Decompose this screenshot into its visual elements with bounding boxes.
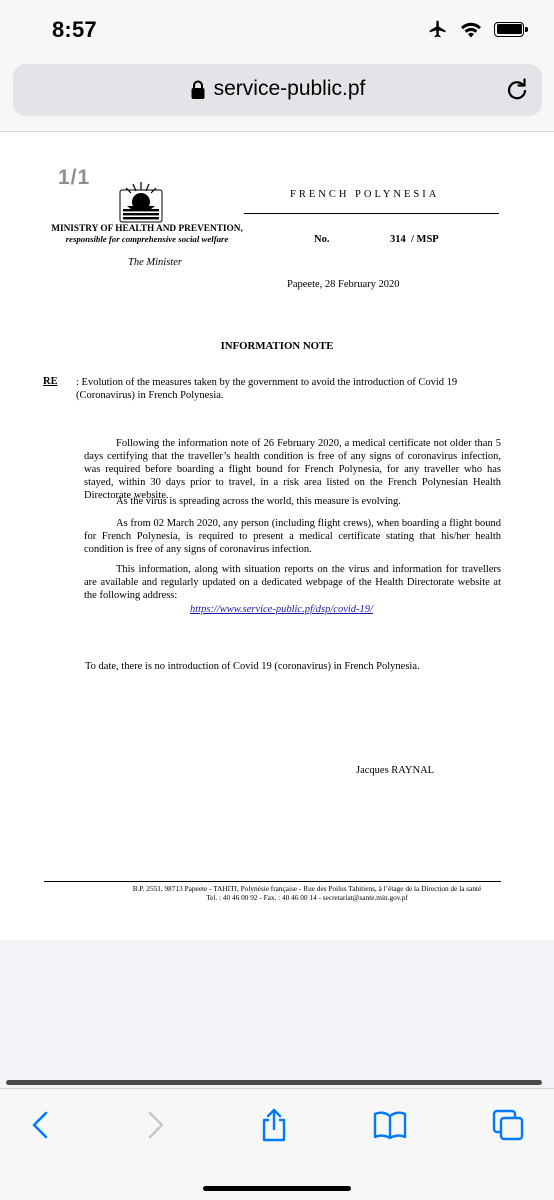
- polynesia-emblem-logo: [117, 176, 165, 226]
- forward-icon: [146, 1110, 166, 1140]
- url-bar[interactable]: [13, 64, 542, 116]
- wifi-icon: [460, 21, 482, 38]
- scrollbar[interactable]: [6, 1080, 542, 1085]
- document-background: [0, 940, 554, 1074]
- bookmarks-icon: [373, 1110, 407, 1140]
- minister-label: The Minister: [128, 257, 182, 268]
- battery-icon: [494, 22, 524, 37]
- ministry-heading: [40, 224, 254, 244]
- document-date: Papeete, 28 February 2020: [287, 279, 400, 290]
- paragraph-3: As from 02 March 2020, any person (including flight crews), when boarding a flight bound for French Polynesia, is required to present a medical certificate stating that his/her health condition is free of any signs of coronavirus infection.: [84, 518, 501, 555]
- footer-contact: Tel. : 40 46 00 92 - Fax. : 40 46 00 14 - secretariat@sante.min.gov.pf: [206, 893, 408, 902]
- forward-button[interactable]: [138, 1107, 174, 1143]
- document-title: INFORMATION NOTE: [220, 340, 334, 352]
- url-text: service-public.pf: [213, 77, 366, 100]
- document-footer: [0, 884, 554, 902]
- covid-webpage-link[interactable]: https://www.service-public.pf/dsp/covid-19/: [190, 604, 373, 615]
- re-text: : Evolution of the measures taken by the government to avoid the introduction of Covid 19 (Coronavirus) in French Polynesia.: [76, 377, 458, 401]
- bookmarks-button[interactable]: [372, 1107, 408, 1143]
- to-date-text: To date, there is no introduction of Covid 19 (coronavirus) in French Polynesia.: [85, 661, 420, 672]
- status-time: 8:57: [52, 17, 97, 42]
- footer-address: B.P. 2551, 98713 Papeete - TAHITI, Polynésie française - Rue des Poilus Tahitiens, à l’étage de la Direction de la santé: [132, 884, 482, 893]
- page-indicator: 1/1: [58, 166, 91, 189]
- share-icon: [259, 1107, 289, 1143]
- ministry-name: MINISTRY OF HEALTH AND PREVENTION,: [51, 224, 243, 234]
- signature-name: Jacques RAYNAL: [356, 765, 435, 776]
- paragraph-2: As the virus is spreading across the world, this measure is evolving.: [116, 496, 401, 507]
- reference-label: No.: [314, 234, 330, 245]
- reload-icon[interactable]: [504, 77, 530, 103]
- re-label: RE: [43, 376, 58, 387]
- footer-divider: [44, 881, 501, 882]
- reference-number: 314 / MSP: [390, 234, 439, 245]
- tabs-button[interactable]: [490, 1107, 526, 1143]
- country-heading: FRENCH POLYNESIA: [290, 189, 440, 200]
- airplane-icon: [428, 19, 448, 39]
- share-button[interactable]: [256, 1107, 292, 1143]
- ministry-subtitle: responsible for comprehensive social welfare: [65, 234, 229, 244]
- divider: [244, 213, 499, 214]
- back-button[interactable]: [22, 1107, 58, 1143]
- paragraph-4: This information, along with situation reports on the virus and information for travellers are available and regularly updated on a dedicated webpage of the Health Directorate website at the following address:: [84, 564, 501, 601]
- status-bar: [0, 0, 554, 62]
- pdf-document[interactable]: [0, 132, 554, 940]
- address-area: [0, 62, 554, 132]
- bottom-toolbar: [0, 1088, 554, 1200]
- status-icons: [428, 19, 524, 39]
- tabs-icon: [492, 1109, 524, 1141]
- paragraph-1: Following the information note of 26 February 2020, a medical certificate not older than 5 days certifying that the traveller’s health condition is free of any signs of coronavirus infection, was required before boarding a flight bound for French Polynesia, for any traveller who has stayed, within 30 days prior to travel, in a risk area listed on the French Polynesian Health Directorate website.: [84, 438, 501, 501]
- home-indicator[interactable]: [203, 1186, 351, 1191]
- back-icon: [30, 1110, 50, 1140]
